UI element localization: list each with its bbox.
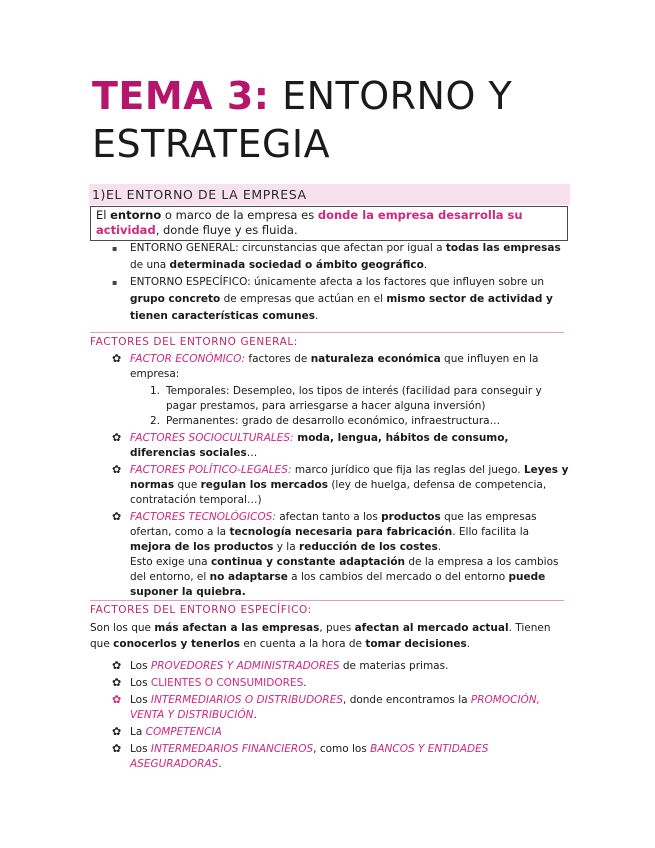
bold-text: más afectan a las empresas <box>154 622 320 634</box>
text: . <box>314 310 319 322</box>
pink-term: BANCOS Y ENTIDADES ASEGURADORAS <box>130 743 489 770</box>
specific-factors-list <box>112 659 572 774</box>
text: que <box>174 479 201 491</box>
text: … <box>246 447 258 459</box>
bold-text: reducción de los costes <box>299 541 438 553</box>
text: y la <box>273 541 300 553</box>
item-number: 1. <box>150 385 161 397</box>
section-heading: 1)EL ENTORNO DE LA EMPRESA <box>89 184 570 205</box>
text: que influyen en la empresa: <box>130 353 539 380</box>
text: Son los que <box>90 622 155 634</box>
text: , pues <box>319 622 355 634</box>
bold-text: mismo sector de actividad y tienen características comunes <box>130 293 553 322</box>
def-text: El <box>96 208 111 222</box>
text: . Ello facilita la <box>452 526 530 538</box>
factor-label: FACTORES TECNOLÓGICOS: <box>130 511 276 523</box>
text: en cuenta a la hora de <box>239 638 366 650</box>
text: Los <box>130 694 151 706</box>
list-item <box>110 274 565 325</box>
text: . <box>437 541 442 553</box>
list-item <box>112 431 572 461</box>
page-title <box>92 72 612 168</box>
entorno-types-list <box>110 240 565 325</box>
pink-term: COMPETENCIA <box>145 726 222 738</box>
def-bold: entorno <box>110 208 162 222</box>
list-item <box>112 463 572 508</box>
text: , donde encontramos la <box>343 694 471 706</box>
specific-intro-paragraph <box>90 620 565 652</box>
bold-text: Leyes y normas <box>130 464 569 491</box>
numbered-item <box>130 384 572 414</box>
bold-text: afectan al mercado actual <box>354 622 509 634</box>
bold-text: tomar decisiones <box>365 638 467 650</box>
bullet-icon: ▪ <box>112 244 118 253</box>
factor-label: FACTORES POLÍTICO-LEGALES: <box>130 464 292 476</box>
text: de materias primas. <box>339 660 449 672</box>
flower-bullet-icon: ✿ <box>112 463 122 476</box>
pink-term: CLIENTES O CONSUMIDORES <box>150 677 304 689</box>
list-item <box>112 742 572 772</box>
factor-label: FACTORES SOCIOCULTURALES: <box>130 432 294 444</box>
flower-bullet-icon: ✿ <box>112 742 122 755</box>
flower-bullet-icon: ✿ <box>112 676 122 689</box>
flower-bullet-icon: ✿ <box>112 431 122 444</box>
general-factors-list <box>112 352 572 602</box>
text: de empresas que actúan en el <box>220 293 387 305</box>
bold-text: naturaleza económica <box>310 353 441 365</box>
list-item <box>110 240 565 274</box>
flower-bullet-icon: ✿ <box>112 693 122 706</box>
text: ENTORNO ESPECÍFICO: únicamente afecta a los factores que influyen sobre un <box>130 276 545 288</box>
pink-term: INTERMEDARIOS FINANCIEROS <box>150 743 314 755</box>
text: . Tienen que <box>90 622 551 650</box>
text: . <box>466 638 471 650</box>
bullet-icon: ▪ <box>112 278 118 287</box>
def-text: , donde fluye y es fluida. <box>155 223 298 237</box>
text: de la empresa a los cambios del entorno, el <box>130 556 559 583</box>
list-item <box>112 510 572 600</box>
title-number: TEMA 3: <box>92 74 270 118</box>
text: . <box>423 259 428 271</box>
pink-term: PROMOCIÓN, VENTA Y DISTRIBUCIÓN <box>130 694 540 721</box>
def-text: o marco de la empresa es <box>161 208 318 222</box>
text: marco jurídico que fija las reglas del juego. <box>291 464 524 476</box>
item-number: 2. <box>150 415 161 427</box>
text: de una <box>130 259 170 271</box>
text: . <box>303 677 307 689</box>
flower-bullet-icon: ✿ <box>112 659 122 672</box>
bold-text: determinada sociedad o ámbito geográfico <box>169 259 424 271</box>
specific-factors-heading: FACTORES DEL ENTORNO ESPECÍFICO: <box>90 600 564 616</box>
bold-text: no adaptarse <box>209 571 288 583</box>
list-item <box>112 352 572 429</box>
def-highlight: donde la empresa desarrolla su actividad <box>96 208 523 237</box>
list-item <box>112 676 572 691</box>
list-item <box>112 725 572 740</box>
factor-label: FACTOR ECONÓMICO: <box>130 353 246 365</box>
text: afectan tanto a los <box>275 511 382 523</box>
bold-text: regulan los mercados <box>200 479 328 491</box>
numbered-item <box>130 414 572 429</box>
bold-text: mejora de los productos <box>130 541 274 553</box>
text: Los <box>130 660 151 672</box>
bold-text: tecnología necesaria para fabricación <box>229 526 453 538</box>
text: ENTORNO GENERAL: circunstancias que afectan por igual a <box>130 242 446 254</box>
text: La <box>130 726 146 738</box>
definition-box <box>90 206 568 241</box>
bold-text: puede suponer la quiebra. <box>130 571 546 598</box>
text: factores de <box>245 353 311 365</box>
text: (ley de huelga, defensa de competencia, contratación temporal…) <box>130 479 547 506</box>
title-text: ENTORNO Y ESTRATEGIA <box>92 74 513 166</box>
bold-text: productos <box>381 511 441 523</box>
text: , como los <box>313 743 371 755</box>
bold-text: todas las empresas <box>445 242 561 254</box>
numbered-list <box>130 384 572 429</box>
text: Los <box>130 677 151 689</box>
pink-term: PROVEDORES Y ADMINISTRADORES <box>150 660 340 672</box>
text: Los <box>130 743 151 755</box>
list-item <box>112 659 572 674</box>
text: . <box>218 758 222 770</box>
text: que las empresas ofertan, como a la <box>130 511 537 538</box>
text: Esto exige una <box>130 556 211 568</box>
bold-text: moda, lengua, hábitos de consumo, diferencias sociales <box>130 432 509 459</box>
text: a los cambios del mercado o del entorno <box>287 571 509 583</box>
general-factors-heading: FACTORES DEL ENTORNO GENERAL: <box>90 332 564 348</box>
pink-term: INTERMEDIARIOS O DISTRIBUDORES <box>150 694 344 706</box>
list-item <box>112 693 572 723</box>
bold-text: continua y constante adaptación <box>210 556 406 568</box>
bold-text: grupo concreto <box>130 293 221 305</box>
bold-text: conocerlos y tenerlos <box>113 638 240 650</box>
text: . <box>253 709 257 721</box>
text: Temporales: Desempleo, los tipos de interés (facilidad para conseguir y pagar prestamos, para arriesgarse a hacer alguna inversión) <box>166 385 542 412</box>
text: Permanentes: grado de desarrollo económico, infraestructura… <box>166 415 501 427</box>
flower-bullet-icon: ✿ <box>112 510 122 523</box>
flower-bullet-icon: ✿ <box>112 352 122 365</box>
flower-bullet-icon: ✿ <box>112 725 122 738</box>
